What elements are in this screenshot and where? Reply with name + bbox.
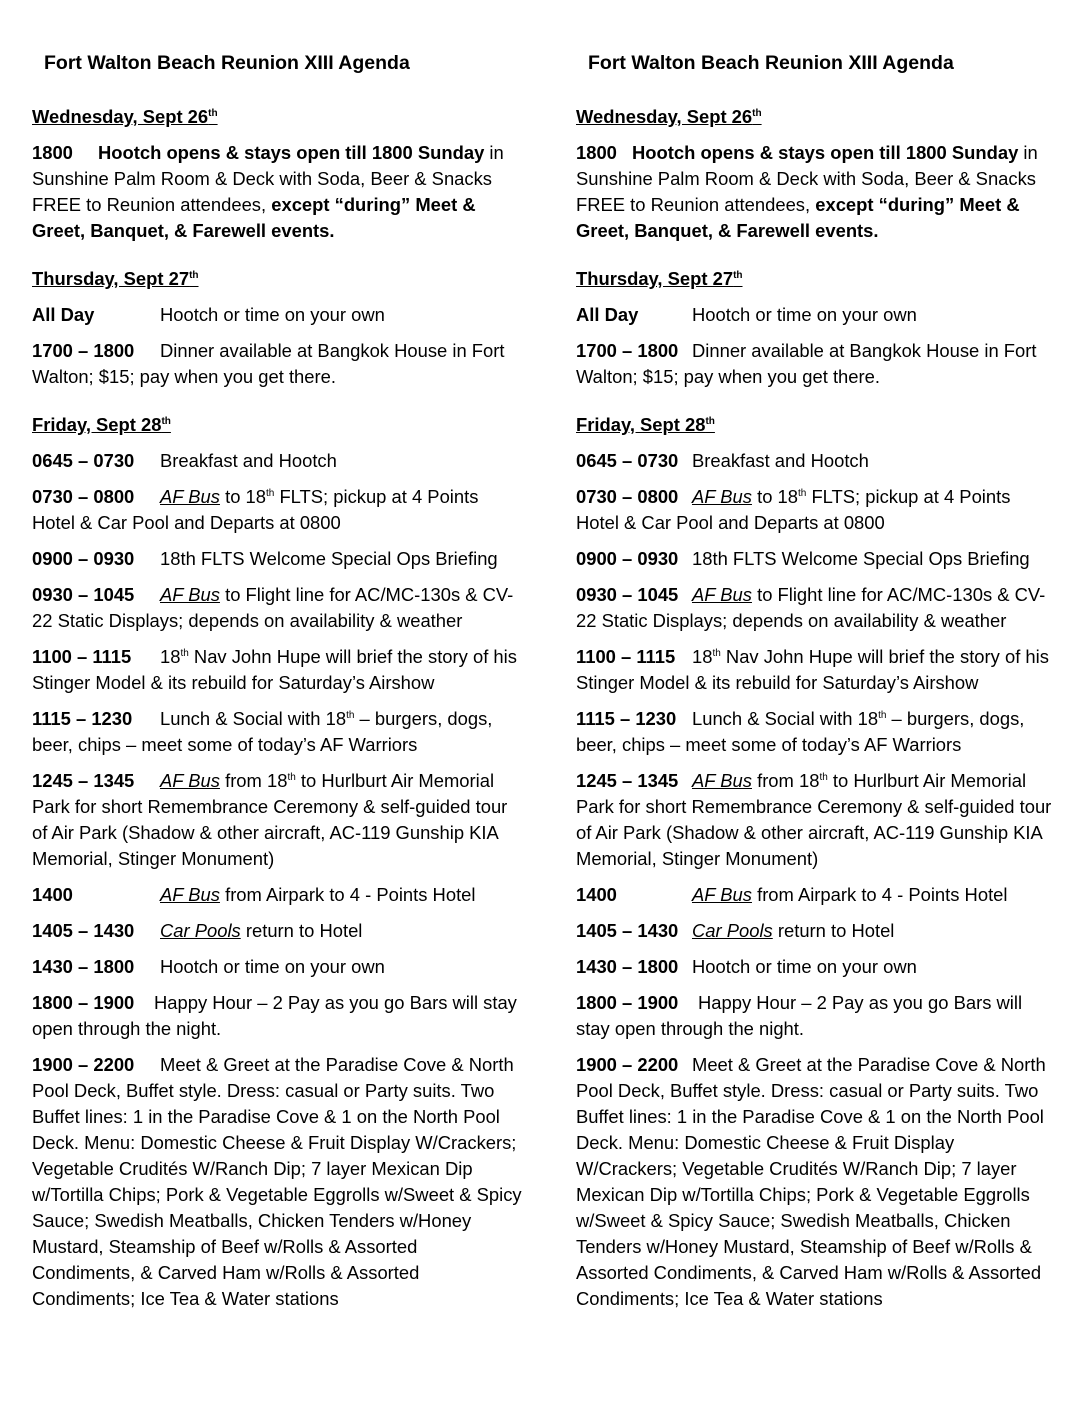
agenda-title: Fort Walton Beach Reunion XIII Agenda bbox=[588, 52, 954, 74]
entry-time: All Day bbox=[32, 304, 95, 325]
entry-time: 1400 bbox=[32, 884, 73, 905]
entry-time: 1115 – 1230 bbox=[576, 708, 677, 729]
agenda-entry: 1405 – 1430 Car Pools return to Hotel bbox=[32, 918, 522, 944]
agenda-entry-hootch-opens: 1800 Hootch opens & stays open till 1800 Sunday in Sunshine Palm Room & Deck with Soda, Beer & Snacks FREE to Reunion attendees, except “during” Meet & Greet, Banquet, & Farewell events. bbox=[32, 142, 504, 241]
agenda-body bbox=[576, 104, 1058, 1322]
entry-time: 1245 – 1345 bbox=[32, 770, 135, 791]
agenda-entry: 0730 – 0800 AF Bus to 18th FLTS; pickup at 4 Points Hotel & Car Pool and Departs at 0800 bbox=[32, 486, 479, 533]
entry-time: 1800 – 1900 bbox=[32, 992, 135, 1013]
agenda-entry: All Day Hootch or time on your own bbox=[32, 302, 522, 328]
agenda-entry: 1800 – 1900 Happy Hour – 2 Pay as you go Bars will stay open through the night. bbox=[32, 992, 517, 1039]
agenda-entry: 1800 – 1900 Happy Hour – 2 Pay as you go Bars will stay open through the night. bbox=[576, 992, 1023, 1039]
agenda-entry: 1245 – 1345 AF Bus from 18th to Hurlburt Air Memorial Park for short Remembrance Ceremony & self-guided tour of Air Park (Shadow & other aircraft, AC-119 Gunship KIA Memorial, Stinger Monument) bbox=[576, 770, 1052, 869]
agenda-entry: 1430 – 1800 Hootch or time on your own bbox=[32, 954, 522, 980]
entry-time: 1430 – 1800 bbox=[576, 956, 679, 977]
entry-time: 1100 – 1115 bbox=[32, 646, 132, 667]
entry-time: 1245 – 1345 bbox=[576, 770, 679, 791]
agenda-entry: 1100 – 1115 18th Nav John Hupe will brief the story of his Stinger Model & its rebuild for Saturday’s Airshow bbox=[576, 646, 1049, 693]
entry-time: 1405 – 1430 bbox=[576, 920, 679, 941]
agenda-entry: 1700 – 1800 Dinner available at Bangkok House in Fort Walton; $15; pay when you get there. bbox=[576, 340, 1037, 387]
entry-time: 1405 – 1430 bbox=[32, 920, 135, 941]
entry-time: 0900 – 0930 bbox=[576, 548, 679, 569]
entry-time: 0730 – 0800 bbox=[32, 486, 135, 507]
entry-time: 0930 – 1045 bbox=[32, 584, 135, 605]
entry-time: 1115 – 1230 bbox=[32, 708, 133, 729]
agenda-entry: 1400 AF Bus from Airpark to 4 - Points Hotel bbox=[32, 882, 522, 908]
agenda-entry: 0930 – 1045 AF Bus to Flight line for AC/MC-130s & CV-22 Static Displays; depends on availability & weather bbox=[32, 584, 514, 631]
entry-time: All Day bbox=[576, 304, 639, 325]
agenda-entry: 0645 – 0730 Breakfast and Hootch bbox=[576, 448, 1058, 474]
agenda-body bbox=[32, 104, 522, 1322]
agenda-entry: 0730 – 0800 AF Bus to 18th FLTS; pickup at 4 Points Hotel & Car Pool and Departs at 0800 bbox=[576, 486, 1011, 533]
entry-time: 1800 bbox=[32, 142, 73, 163]
entry-time: 1400 bbox=[576, 884, 617, 905]
entry-time: 1700 – 1800 bbox=[576, 340, 679, 361]
day-heading-wednesday: Wednesday, Sept 26th bbox=[32, 106, 218, 127]
agenda-entry: 1900 – 2200 Meet & Greet at the Paradise Cove & North Pool Deck, Buffet style. Dress: casual or Party suits. Two Buffet lines: 1 in the Paradise Cove & 1 on the North Pool Deck. Menu: Domestic Cheese & Fruit Display W/Crackers; Vegetable Crudités W/Ranch Dip; 7 layer Mexican Dip w/Tortilla Chips; Pork & Vegetable Eggrolls w/Sweet & Spicy Sauce; Swedish Meatballs, Chicken Tenders w/Honey Mustard, Steamship of Beef w/Rolls & Assorted Condiments, & Carved Ham w/Rolls & Assorted Condiments; Ice Tea & Water stations bbox=[32, 1054, 522, 1309]
agenda-entry: 0900 – 0930 18th FLTS Welcome Special Ops Briefing bbox=[576, 546, 1058, 572]
entry-time: 1800 bbox=[576, 142, 617, 163]
agenda-entry: 0645 – 0730 Breakfast and Hootch bbox=[32, 448, 522, 474]
agenda-entry: 1900 – 2200 Meet & Greet at the Paradise Cove & North Pool Deck, Buffet style. Dress: casual or Party suits. Two Buffet lines: 1 in the Paradise Cove & 1 on the North Pool Deck. Menu: Domestic Cheese & Fruit Display W/Crackers; Vegetable Crudités W/Ranch Dip; 7 layer Mexican Dip w/Tortilla Chips; Pork & Vegetable Eggrolls w/Sweet & Spicy Sauce; Swedish Meatballs, Chicken Tenders w/Honey Mustard, Steamship of Beef w/Rolls & Assorted Condiments, & Carved Ham w/Rolls & Assorted Condiments; Ice Tea & Water stations bbox=[576, 1054, 1046, 1309]
entry-time: 1700 – 1800 bbox=[32, 340, 135, 361]
agenda-entry: 1245 – 1345 AF Bus from 18th to Hurlburt Air Memorial Park for short Remembrance Ceremony & self-guided tour of Air Park (Shadow & other aircraft, AC-119 Gunship KIA Memorial, Stinger Monument) bbox=[32, 770, 508, 869]
agenda-entry: 1400 AF Bus from Airpark to 4 - Points Hotel bbox=[576, 882, 1058, 908]
entry-time: 1900 – 2200 bbox=[32, 1054, 135, 1075]
agenda-entry: 1700 – 1800 Dinner available at Bangkok House in Fort Walton; $15; pay when you get there. bbox=[32, 340, 505, 387]
entry-time: 0730 – 0800 bbox=[576, 486, 679, 507]
entry-time: 1100 – 1115 bbox=[576, 646, 676, 667]
agenda-entry: 1100 – 1115 18th Nav John Hupe will brief the story of his Stinger Model & its rebuild for Saturday’s Airshow bbox=[32, 646, 517, 693]
entry-time: 1430 – 1800 bbox=[32, 956, 135, 977]
day-heading-friday: Friday, Sept 28th bbox=[576, 414, 715, 435]
agenda-entry: 1405 – 1430 Car Pools return to Hotel bbox=[576, 918, 1058, 944]
entry-time: 0645 – 0730 bbox=[32, 450, 135, 471]
entry-time: 0645 – 0730 bbox=[576, 450, 679, 471]
agenda-entry: All Day Hootch or time on your own bbox=[576, 302, 1058, 328]
day-heading-friday: Friday, Sept 28th bbox=[32, 414, 171, 435]
entry-time: 0900 – 0930 bbox=[32, 548, 135, 569]
agenda-entry: 1115 – 1230 Lunch & Social with 18th – burgers, dogs, beer, chips – meet some of today’s AF Warriors bbox=[32, 708, 493, 755]
agenda-entry-hootch-opens: 1800 Hootch opens & stays open till 1800 Sunday in Sunshine Palm Room & Deck with Soda, Beer & Snacks FREE to Reunion attendees, except “during” Meet & Greet, Banquet, & Farewell events. bbox=[576, 142, 1038, 241]
agenda-title: Fort Walton Beach Reunion XIII Agenda bbox=[44, 52, 410, 74]
day-heading-wednesday: Wednesday, Sept 26th bbox=[576, 106, 762, 127]
day-heading-thursday: Thursday, Sept 27th bbox=[576, 268, 743, 289]
entry-time: 1900 – 2200 bbox=[576, 1054, 679, 1075]
agenda-entry: 0930 – 1045 AF Bus to Flight line for AC/MC-130s & CV-22 Static Displays; depends on availability & weather bbox=[576, 584, 1046, 631]
entry-time: 0930 – 1045 bbox=[576, 584, 679, 605]
agenda-entry: 1115 – 1230 Lunch & Social with 18th – burgers, dogs, beer, chips – meet some of today’s AF Warriors bbox=[576, 708, 1025, 755]
agenda-entry: 1430 – 1800 Hootch or time on your own bbox=[576, 954, 1058, 980]
day-heading-thursday: Thursday, Sept 27th bbox=[32, 268, 199, 289]
agenda-entry: 0900 – 0930 18th FLTS Welcome Special Ops Briefing bbox=[32, 546, 522, 572]
entry-time: 1800 – 1900 bbox=[576, 992, 679, 1013]
